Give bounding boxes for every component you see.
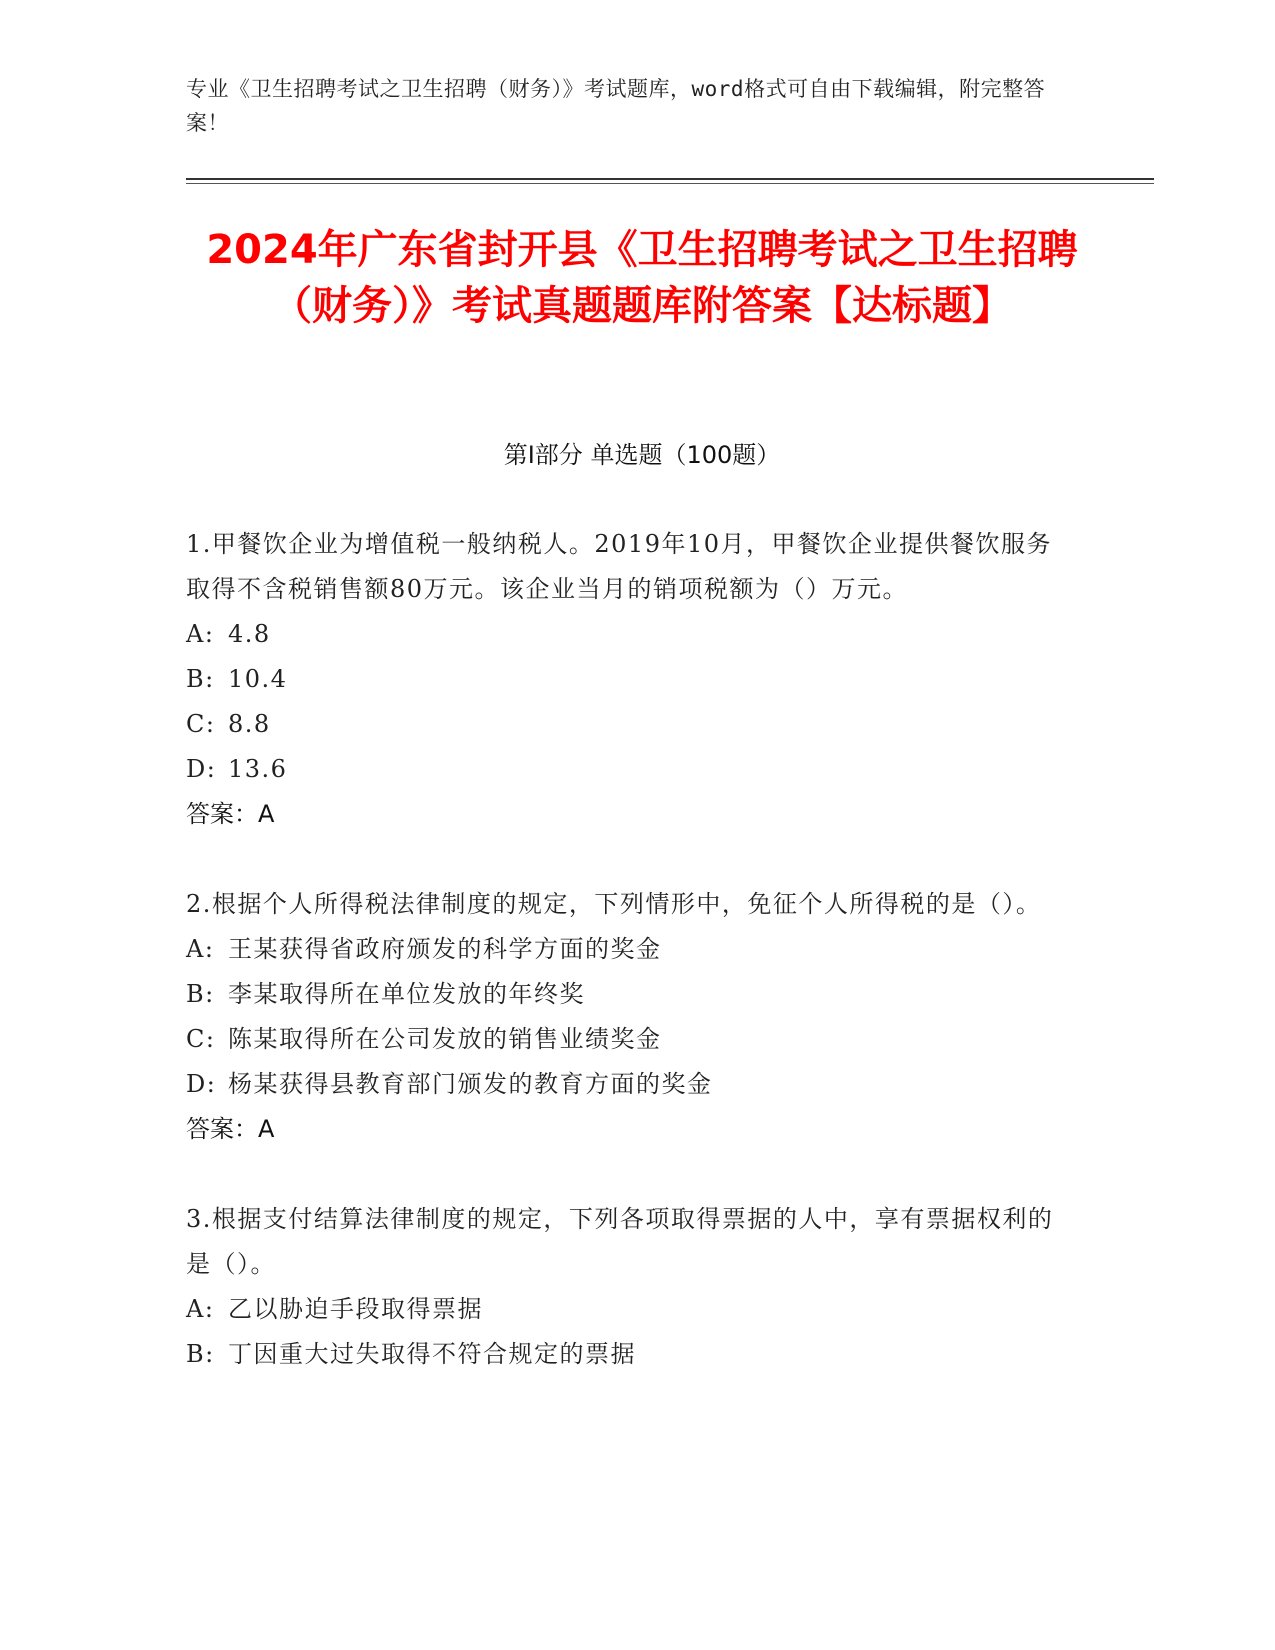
answer-label: 答案： <box>186 1115 258 1143</box>
question-list <box>186 522 1076 1422</box>
option-letter: A: <box>186 1295 215 1323</box>
option-text: 陈某取得所在公司发放的销售业绩奖金 <box>228 1025 662 1053</box>
option-letter: C: <box>186 1025 216 1053</box>
option-letter: D: <box>186 1070 217 1098</box>
option-b <box>186 1332 1076 1377</box>
option-a <box>186 1287 1076 1332</box>
option-text: 王某获得省政府颁发的科学方面的奖金 <box>228 935 662 963</box>
answer-line <box>186 1107 1076 1152</box>
question-stem: 1.甲餐饮企业为增值税一般纳税人。2019年10月，甲餐饮企业提供餐饮服务取得不含税销售额80万元。该企业当月的销项税额为（）万元。 <box>186 530 1053 603</box>
option-a <box>186 612 1076 657</box>
option-d <box>186 747 1076 792</box>
answer-value: A <box>258 1115 275 1143</box>
option-letter: C: <box>186 710 216 738</box>
option-text: 4.8 <box>228 620 271 648</box>
header-divider-thin <box>186 183 1154 184</box>
option-b <box>186 657 1076 702</box>
question-stem: 2.根据个人所得税法律制度的规定，下列情形中，免征个人所得税的是（）。 <box>186 890 1042 918</box>
answer-value: A <box>258 800 275 828</box>
option-text: 13.6 <box>228 755 288 783</box>
option-d <box>186 1062 1076 1107</box>
header-divider-thick <box>186 178 1154 180</box>
question-2 <box>186 882 1076 1152</box>
option-text: 李某取得所在单位发放的年终奖 <box>228 980 585 1008</box>
option-a <box>186 927 1076 972</box>
section-title: 第I部分 单选题（100题） <box>503 441 781 469</box>
option-letter: B: <box>186 665 215 693</box>
option-letter: A: <box>186 935 215 963</box>
option-c <box>186 1017 1076 1062</box>
question-3 <box>186 1197 1076 1377</box>
answer-label: 答案： <box>186 800 258 828</box>
option-letter: B: <box>186 980 215 1008</box>
answer-line <box>186 792 1076 837</box>
option-letter: D: <box>186 755 217 783</box>
option-c <box>186 702 1076 747</box>
question-stem: 3.根据支付结算法律制度的规定，下列各项取得票据的人中，享有票据权利的是（）。 <box>186 1205 1054 1278</box>
header-note: 专业《卫生招聘考试之卫生招聘（财务）》考试题库，word格式可自由下载编辑，附完整答案！ <box>186 77 1046 135</box>
option-letter: B: <box>186 1340 215 1368</box>
question-1 <box>186 522 1076 837</box>
option-text: 10.4 <box>228 665 288 693</box>
option-text: 乙以胁迫手段取得票据 <box>228 1295 483 1323</box>
option-b <box>186 972 1076 1017</box>
option-letter: A: <box>186 620 215 648</box>
option-text: 8.8 <box>228 710 271 738</box>
document-title: 2024年广东省封开县《卫生招聘考试之卫生招聘（财务）》考试真题题库附答案【达标题】 <box>206 227 1078 329</box>
option-text: 杨某获得县教育部门颁发的教育方面的奖金 <box>228 1070 713 1098</box>
option-text: 丁因重大过失取得不符合规定的票据 <box>228 1340 636 1368</box>
